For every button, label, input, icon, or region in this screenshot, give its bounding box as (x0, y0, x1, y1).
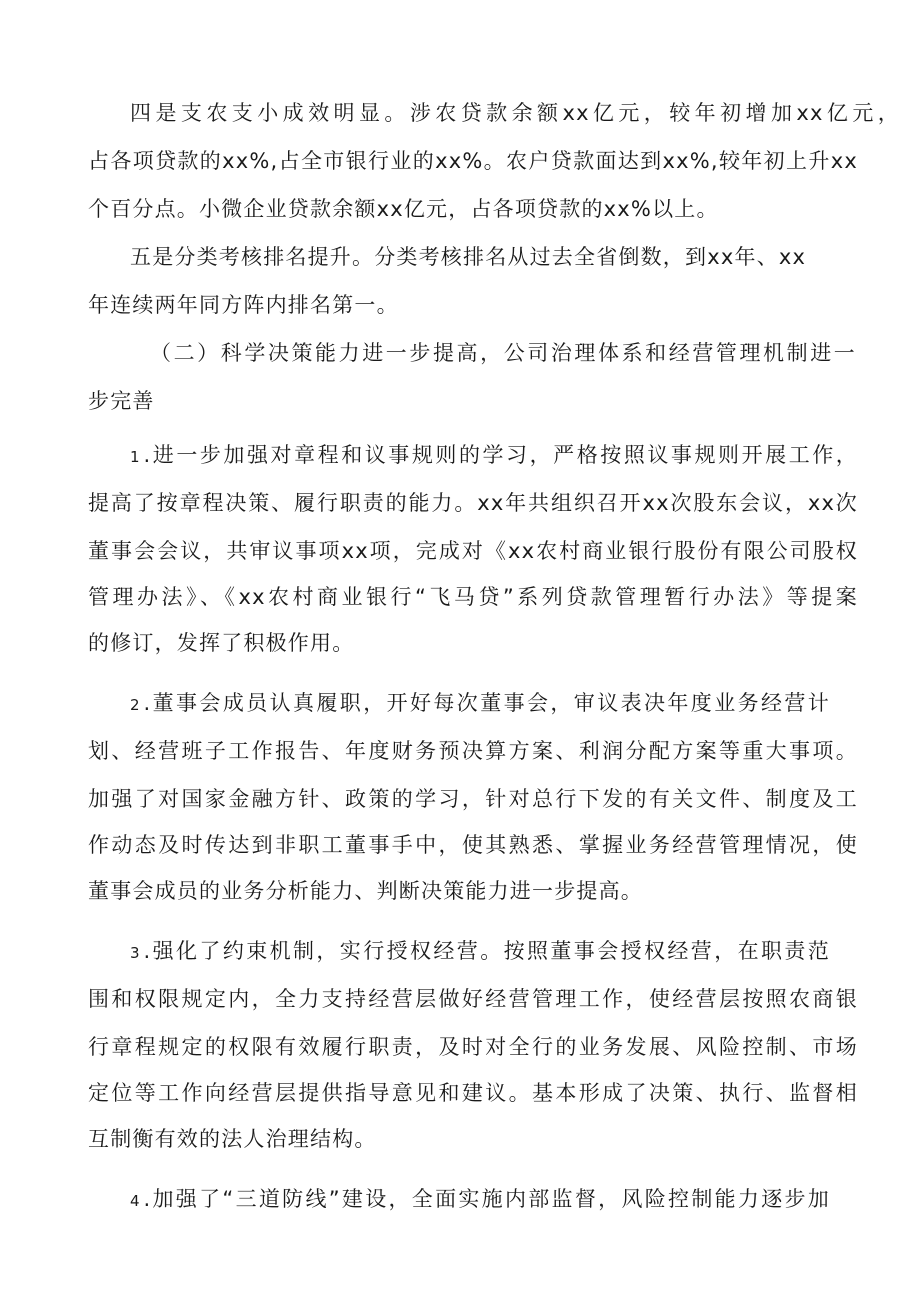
item-4-text: .加强了“三道防线”建设，全面实施内部监督，风险控制能力逐步加 (143, 1187, 830, 1211)
section-heading-line-1: （二）科学决策能力进一步提高，公司治理体系和经营管理机制进一 (150, 341, 856, 365)
item-3-text: .强化了约束机制，实行授权经营。按照董事会授权经营，在职责范 (143, 939, 830, 963)
paragraph-4-line-2: 占各项贷款的xx%,占全市银行业的xx%。农户贷款面达到xx%,较年初上升xx (88, 149, 858, 173)
section-heading-line-2: 步完善 (88, 389, 155, 413)
item-3-line-5: 互制衡有效的法人治理结构。 (88, 1127, 377, 1151)
item-2-number: 2 (130, 696, 140, 714)
item-1-text: .进一步加强对章程和议事规则的学习，严格按照议事规则开展工作， (143, 443, 858, 467)
item-1-line-3: 董事会会议，共审议事项xx项，完成对《xx农村商业银行股份有限公司股权 (88, 539, 858, 563)
item-1-number: 1 (130, 448, 140, 466)
item-1-line-2: 提高了按章程决策、履行职责的能力。xx年共组织召开xx次股东会议，xx次 (88, 491, 858, 515)
item-1-line-1 (130, 440, 858, 472)
item-3-number: 3 (130, 944, 140, 962)
item-3-line-2: 围和权限规定内，全力支持经营层做好经营管理工作，使经营层按照农商银 (88, 987, 858, 1011)
paragraph-4-line-1: 四是支农支小成效明显。涉农贷款余额xx亿元，较年初增加xx亿元， (130, 101, 900, 125)
item-1-line-5: 的修订，发挥了积极作用。 (88, 631, 355, 655)
item-2-line-2: 划、经营班子工作报告、年度财务预决算方案、利润分配方案等重大事项。 (88, 739, 858, 763)
item-1-line-4: 管理办法》、《xx农村商业银行“飞马贷”系列贷款管理暂行办法》等提案 (88, 585, 858, 609)
item-2-line-1 (130, 688, 830, 720)
item-4-number: 4 (130, 1192, 140, 1210)
item-2-text: .董事会成员认真履职，开好每次董事会，审议表决年度业务经营计 (143, 691, 830, 715)
item-2-line-4: 作动态及时传达到非职工董事手中，使其熟悉、掌握业务经营管理情况，使 (88, 833, 858, 857)
item-4-line-1 (130, 1184, 830, 1216)
item-3-line-4: 定位等工作向经营层提供指导意见和建议。基本形成了决策、执行、监督相 (88, 1081, 858, 1105)
item-2-line-5: 董事会成员的业务分析能力、判断决策能力进一步提高。 (88, 879, 643, 903)
paragraph-5-line-1: 五是分类考核排名提升。分类考核排名从过去全省倒数，到xx年、xx (130, 245, 807, 269)
item-3-line-3: 行章程规定的权限有效履行职责，及时对全行的业务发展、风险控制、市场 (88, 1035, 858, 1059)
item-2-line-3: 加强了对国家金融方针、政策的学习，针对总行下发的有关文件、制度及工 (88, 787, 858, 811)
paragraph-5-line-2: 年连续两年同方阵内排名第一。 (88, 293, 399, 317)
item-3-line-1 (130, 936, 830, 968)
paragraph-4-line-3: 个百分点。小微企业贷款余额xx亿元，占各项贷款的xx%以上。 (88, 197, 719, 221)
